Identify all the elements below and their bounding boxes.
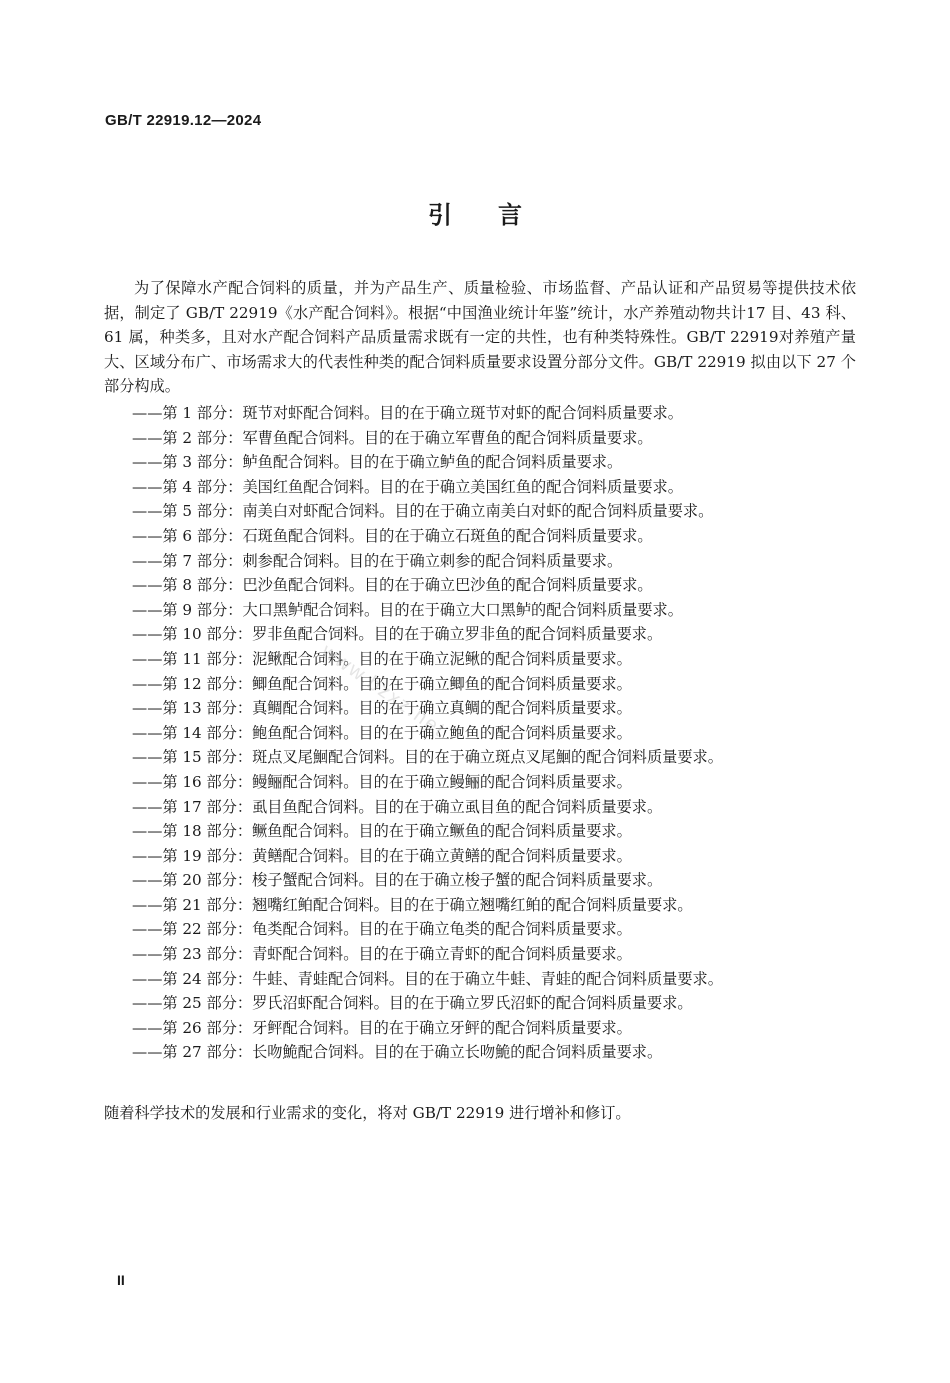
closing-paragraph: 随着科学技术的发展和行业需求的变化，将对 GB/T 22919 进行增补和修订。 [104, 1104, 631, 1122]
list-item: ——第 12 部分：鲫鱼配合饲料。目的在于确立鲫鱼的配合饲料质量要求。 [132, 674, 632, 693]
list-item: ——第 7 部分：刺参配合饲料。目的在于确立刺参的配合饲料质量要求。 [132, 551, 623, 570]
list-item: ——第 2 部分：军曹鱼配合饲料。目的在于确立军曹鱼的配合饲料质量要求。 [132, 428, 653, 447]
list-item: ——第 25 部分：罗氏沼虾配合饲料。目的在于确立罗氏沼虾的配合饲料质量要求。 [132, 994, 693, 1013]
intro-paragraph: 为了保障水产配合饲料的质量，并为产品生产、质量检验、市场监督、产品认证和产品贸易等提供技术依据，制定了 GB/T 22919《水产配合饲料》。根据“中国渔业统计年鉴”统计，水产养殖动物共计17 目、43 科、61 属，种类多，且对水产配合饲料产品质量需求既有一定的共性，也有种类特殊性。GB/T 22919对养殖产量大、区域分布广、市场需求大的代表性种类的配合饲料质量要求设置分部分文件。GB/T 22919 拟由以下 27 个部分构成。 [104, 279, 856, 396]
list-item: ——第 6 部分：石斑鱼配合饲料。目的在于确立石斑鱼的配合饲料质量要求。 [132, 526, 653, 545]
list-item: ——第 14 部分：鲍鱼配合饲料。目的在于确立鲍鱼的配合饲料质量要求。 [132, 723, 632, 742]
watermark: www.bzxz.net [317, 640, 450, 742]
list-item: ——第 20 部分：梭子蟹配合饲料。目的在于确立梭子蟹的配合饲料质量要求。 [132, 871, 663, 890]
list-item: ——第 10 部分：罗非鱼配合饲料。目的在于确立罗非鱼的配合饲料质量要求。 [132, 625, 663, 644]
list-item: ——第 27 部分：长吻鮠配合饲料。目的在于确立长吻鮠的配合饲料质量要求。 [132, 1043, 663, 1062]
document-code: GB/T 22919.12—2024 [105, 112, 262, 129]
list-item: ——第 23 部分：青虾配合饲料。目的在于确立青虾的配合饲料质量要求。 [132, 945, 632, 964]
list-item: ——第 21 部分：翘嘴红鲌配合饲料。目的在于确立翘嘴红鲌的配合饲料质量要求。 [132, 895, 693, 914]
list-item: ——第 24 部分：牛蛙、青蛙配合饲料。目的在于确立牛蛙、青蛙的配合饲料质量要求。 [132, 969, 723, 988]
list-item: ——第 13 部分：真鲷配合饲料。目的在于确立真鲷的配合饲料质量要求。 [132, 699, 632, 718]
list-item: ——第 15 部分：斑点叉尾鮰配合饲料。目的在于确立斑点叉尾鮰的配合饲料质量要求。 [132, 748, 723, 767]
list-item: ——第 11 部分：泥鳅配合饲料。目的在于确立泥鳅的配合饲料质量要求。 [132, 649, 632, 668]
list-item: ——第 8 部分：巴沙鱼配合饲料。目的在于确立巴沙鱼的配合饲料质量要求。 [132, 576, 653, 595]
list-item: ——第 19 部分：黄鳝配合饲料。目的在于确立黄鳝的配合饲料质量要求。 [132, 846, 632, 865]
page-number: II [117, 1272, 125, 1288]
list-item: ——第 17 部分：虱目鱼配合饲料。目的在于确立虱目鱼的配合饲料质量要求。 [132, 797, 663, 816]
list-item: ——第 4 部分：美国红鱼配合饲料。目的在于确立美国红鱼的配合饲料质量要求。 [132, 477, 683, 496]
list-item: ——第 5 部分：南美白对虾配合饲料。目的在于确立南美白对虾的配合饲料质量要求。 [132, 502, 714, 521]
list-item: ——第 16 部分：鳗鲡配合饲料。目的在于确立鳗鲡的配合饲料质量要求。 [132, 772, 632, 791]
list-item: ——第 26 部分：牙鲆配合饲料。目的在于确立牙鲆的配合饲料质量要求。 [132, 1018, 632, 1037]
list-item: ——第 9 部分：大口黑鲈配合饲料。目的在于确立大口黑鲈的配合饲料质量要求。 [132, 600, 683, 619]
page-title: 引言 [428, 201, 568, 229]
list-item: ——第 3 部分：鲈鱼配合饲料。目的在于确立鲈鱼的配合饲料质量要求。 [132, 453, 623, 472]
list-item: ——第 22 部分：龟类配合饲料。目的在于确立龟类的配合饲料质量要求。 [132, 920, 632, 939]
list-item: ——第 1 部分：斑节对虾配合饲料。目的在于确立斑节对虾的配合饲料质量要求。 [132, 404, 683, 422]
list-item: ——第 18 部分：鳜鱼配合饲料。目的在于确立鳜鱼的配合饲料质量要求。 [132, 822, 632, 841]
